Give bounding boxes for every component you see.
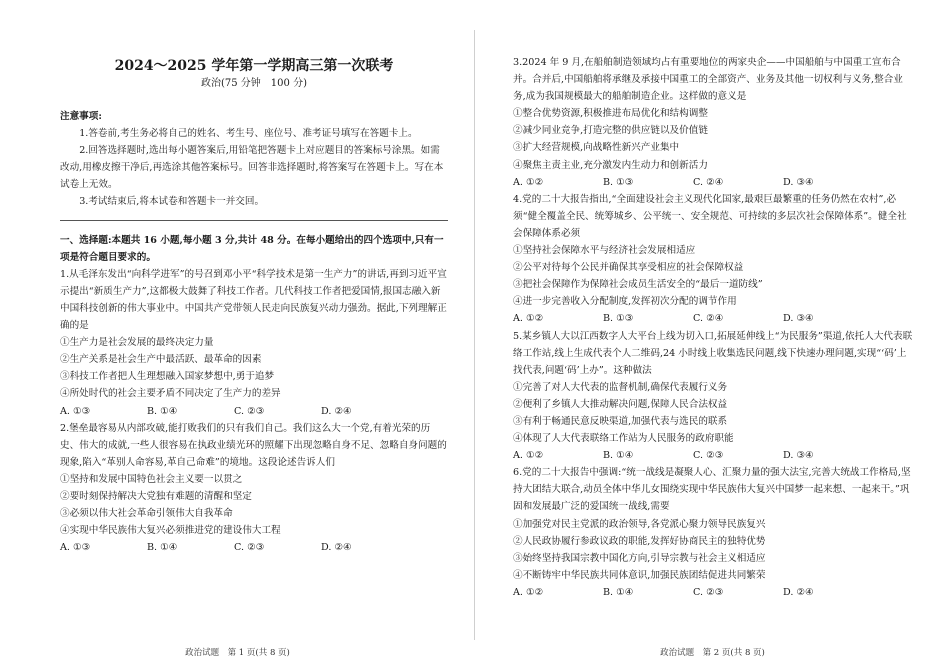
question-option: ④不断铸牢中华民族共同体意识,加强民族团结促进共同繁荣 (513, 569, 766, 581)
question-option: ③科技工作者把人生理想融入国家梦想中,勇于追梦 (60, 371, 275, 383)
choice-c: C. ②④ (693, 176, 724, 188)
question-option: ①完善了对人大代表的监督机制,确保代表履行义务 (513, 381, 728, 393)
choice-d: D. ③④ (783, 176, 814, 188)
question-option: ①整合优势资源,积极推进布局优化和结构调整 (513, 108, 708, 120)
question-option: ④实现中华民族伟大复兴必须推进党的建设伟大工程 (60, 525, 281, 537)
answer-choices (513, 447, 913, 464)
choice-d: D. ③④ (783, 450, 814, 462)
notice-item-3: 3.考试结束后,将本试卷和答题卡一并交回。 (79, 196, 265, 208)
question-option: ②便利了乡镇人大推动解决问题,保障人民合法权益 (513, 398, 728, 410)
choice-b: B. ①④ (603, 450, 634, 462)
question-option: ②要时刻保持解决大党独有难题的清醒和坚定 (60, 490, 252, 502)
question-option: ①坚持社会保障水平与经济社会发展相适应 (513, 245, 696, 257)
notice-title: 注意事项: (60, 111, 102, 122)
question-option: ③必须以伟大社会革命引领伟大自我革命 (60, 508, 233, 520)
question-option: ①生产力是社会发展的最终决定力量 (60, 337, 214, 349)
choice-b: B. ①③ (603, 176, 634, 188)
question-option: ①坚持和发展中国特色社会主义要一以贯之 (60, 473, 243, 485)
question-stem: 6.党的二十大报告中强调:“统一战线是凝聚人心、汇聚力量的强大法宝,完善大统战工作格局,坚持大团结大联合,动员全体中华儿女围绕实现中华民族伟大复兴中国梦一起来想、一起来干。”巩固和发展最广泛的爱国统一战线,需要 (513, 467, 911, 513)
question-option: ②公平对待每个公民并确保其享受相应的社会保障权益 (513, 262, 744, 274)
question-option: ③始终坚持我国宗教中国化方向,引导宗教与社会主义相适应 (513, 552, 766, 564)
choice-b: B. ①④ (147, 405, 178, 417)
page-1-footer: 政治试题 第 1 页(共 8 页) (185, 648, 290, 658)
question-option: ④聚焦主责主业,充分激发内生动力和创新活力 (513, 159, 708, 171)
page-2 (475, 0, 950, 672)
choice-c: C. ②③ (234, 405, 265, 417)
question-6 (513, 464, 913, 601)
choice-d: D. ③④ (783, 313, 814, 325)
choice-a: A. ①③ (60, 542, 91, 554)
question-1 (60, 266, 448, 420)
notice-item-1: 1.答卷前,考生务必将自己的姓名、考生号、座位号、准考证号填写在答题卡上。 (79, 128, 418, 140)
choice-d: D. ②④ (783, 586, 814, 598)
question-stem: 5.某乡镇人大以江西数字人大平台上线为切入口,拓展延伸线上“为民服务”渠道,依托人大代表联络工作站,线上生成代表个人二维码,24 小时线上收集选民问题,线下快速办理问题,实现“‘码’上找代表,问题‘码’上办”。这种做法 (513, 330, 913, 376)
question-option: ④体现了人大代表联络工作站为人民服务的政府职能 (513, 433, 734, 445)
question-option: ③有利于畅通民意反映渠道,加强代表与选民的联系 (513, 415, 728, 427)
choice-c: C. ②③ (234, 542, 265, 554)
choice-a: A. ①② (513, 313, 544, 325)
question-option: ①加强党对民主党派的政治领导,各党派心聚力领导民族复兴 (513, 518, 766, 530)
question-option: ④进一步完善收入分配制度,发挥初次分配的调节作用 (513, 296, 737, 308)
choice-c: C. ②③ (693, 450, 724, 462)
answer-choices (513, 584, 913, 601)
answer-choices (60, 539, 448, 556)
choice-c: C. ②③ (693, 586, 724, 598)
choice-a: A. ①② (513, 176, 544, 188)
choice-c: C. ②④ (693, 313, 724, 325)
question-stem: 2.堡垒最容易从内部攻破,能打败我们的只有我们自己。我们这么大一个党,有着光荣的历史、伟大的成就,一些人很容易在执政业绩光环的照耀下出现忽略自身不足、忽略自身问题的现象,陷入“革别人命容易,革自己命难”的境地。这段论述告诉人们 (60, 422, 447, 468)
question-5 (513, 328, 913, 465)
choice-a: A. ①③ (60, 405, 91, 417)
question-2 (60, 420, 448, 557)
question-4 (513, 191, 913, 328)
answer-choices (60, 403, 448, 420)
question-option: ③扩大经营规模,向战略性新兴产业集中 (513, 142, 680, 154)
exam-title: 2024～2025 学年第一学期高三第一次联考 (114, 58, 394, 74)
question-option: ③把社会保障作为保障社会成员生活安全的“最后一道防线” (513, 279, 763, 291)
notice-separator (60, 220, 448, 221)
choice-b: B. ①④ (147, 542, 178, 554)
question-stem: 4.党的二十大报告指出,“全面建设社会主义现代化国家,最艰巨最繁重的任务仍然在农村”,必须“健全覆盖全民、统筹城乡、公平统一、安全规范、可持续的多层次社会保障体系”。健全社会保障体系必须 (513, 193, 907, 239)
exam-subtitle: 政治(75 分钟 100 分) (201, 78, 307, 89)
question-3 (513, 54, 913, 191)
answer-choices (513, 174, 913, 191)
question-stem: 1.从毛泽东发出“向科学进军”的号召到邓小平“科学技术是第一生产力”的讲话,再到习近平宣示提出“新质生产力”,这都极大鼓舞了科技工作者。几代科技工作者把爱国情,报国志融入新中国科技创新的伟大事业中。中国共产党带领人民走向民族复兴动力强劲。据此,下列理解正确的是 (60, 268, 447, 332)
question-option: ④所处时代的社会主要矛盾不同决定了生产力的差异 (60, 388, 281, 400)
question-option: ②生产关系是社会生产中最活跃、最革命的因素 (60, 354, 262, 366)
page-2-footer: 政治试题 第 2 页(共 8 页) (660, 648, 765, 658)
choice-a: A. ①② (513, 586, 544, 598)
question-option: ②人民政协履行参政议政的职能,发挥好协商民主的独特优势 (513, 535, 766, 547)
notice-item-2: 2.回答选择题时,选出每小题答案后,用铅笔把答题卡上对应题目的答案标号涂黑。如需改动,用橡皮擦干净后,再选涂其他答案标号。回答非选择题时,将答案写在答题卡上。写在本试卷上无效。 (60, 145, 444, 191)
section-heading: 一、选择题:本题共 16 小题,每小题 3 分,共计 48 分。在每小题给出的四个选项中,只有一项是符合题目要求的。 (60, 234, 444, 263)
choice-d: D. ②④ (321, 405, 352, 417)
choice-d: D. ②④ (321, 542, 352, 554)
page-1-column (60, 54, 448, 556)
choice-b: B. ①④ (603, 586, 634, 598)
question-option: ②减少同业竞争,打造完整的供应链以及价值链 (513, 125, 708, 137)
choice-b: B. ①③ (603, 313, 634, 325)
page-2-column (513, 54, 913, 601)
answer-choices (513, 310, 913, 327)
question-stem: 3.2024 年 9 月,在船舶制造领域均占有重要地位的两家央企——中国船舶与中国重工宣布合并。合并后,中国船舶将承继及承接中国重工的全部资产、业务及其他一切权利与义务,整合业务,成为我国规模最大的船舶制造企业。这样做的意义是 (513, 57, 903, 103)
choice-a: A. ①② (513, 450, 544, 462)
